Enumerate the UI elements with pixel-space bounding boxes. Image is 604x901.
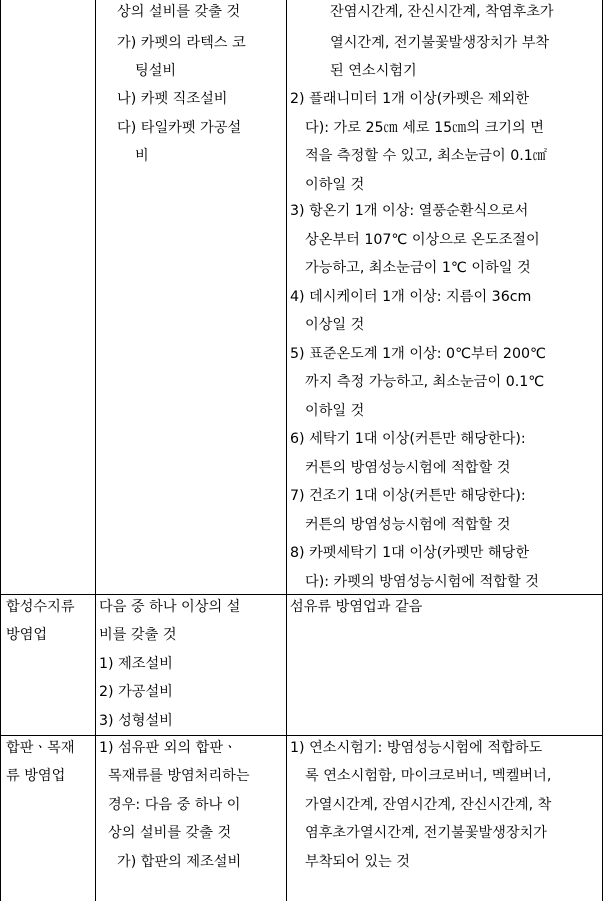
equipment-text-line: 5) 표준온도계 1개 이상: 0℃부터 200℃	[290, 346, 546, 362]
equipment-text-line: 8) 카펫세탁기 1대 이상(카펫만 해당한	[290, 545, 530, 561]
equipment-text-line: 2) 플래니미터 1개 이상(카펫은 제외한	[290, 91, 530, 107]
facility-text-line: 2) 가공설비	[99, 684, 173, 700]
column-divider-1	[95, 0, 96, 901]
table-border-left	[0, 0, 1, 901]
category-synthetic-line-1: 합성수지류	[6, 599, 75, 615]
facility-text-line: 상의 설비를 갖출 것	[108, 825, 232, 841]
equipment-text-line: 상온부터 107℃ 이상으로 온도조절이	[305, 232, 540, 248]
facility-text-line: 목재류를 방염처리하는	[108, 768, 250, 784]
equipment-text-line: 7) 건조기 1대 이상(커튼만 해당한다):	[290, 488, 526, 504]
facility-text-line: 1) 섬유판 외의 합판ㆍ	[99, 740, 237, 756]
category-synthetic-line-2: 방염업	[6, 627, 48, 643]
row-divider-2	[0, 735, 603, 736]
facility-text-line: 1) 제조설비	[99, 656, 173, 672]
category-plywood-line-2: 류 방염업	[6, 768, 66, 784]
equipment-text-line: 섬유류 방염업과 같음	[290, 599, 423, 615]
equipment-text-line: 가열시간계, 잔염시간계, 잔신시간계, 착	[305, 797, 552, 813]
facility-text-line: 비	[135, 148, 149, 164]
facility-text-line: 비를 갖출 것	[99, 627, 177, 643]
equipment-text-line: 1) 연소시험기: 방염성능시험에 적합하도	[290, 740, 543, 756]
equipment-text-line: 6) 세탁기 1대 이상(커튼만 해당한다):	[290, 431, 526, 447]
equipment-text-line: 커튼의 방염성능시험에 적합할 것	[305, 517, 511, 533]
column-divider-2	[286, 0, 287, 901]
category-plywood-line-1: 합판ㆍ목재	[6, 740, 75, 756]
equipment-text-line: 부착되어 있는 것	[305, 854, 410, 870]
equipment-text-line: 이하일 것	[305, 403, 365, 419]
equipment-text-line: 까지 측정 가능하고, 최소눈금이 0.1℃	[305, 374, 545, 390]
equipment-text-line: 이상일 것	[305, 317, 365, 333]
equipment-text-line: 다): 가로 25㎝ 세로 15㎝의 크기의 면	[305, 120, 544, 136]
equipment-text-line: 적을 측정할 수 있고, 최소눈금이 0.1㎠	[305, 148, 547, 164]
facility-text-line: 다음 중 하나 이상의 설	[99, 599, 241, 615]
row-divider-1	[0, 594, 603, 595]
equipment-text-line: 된 연소시험기	[330, 63, 417, 79]
table-border-right	[602, 0, 603, 901]
facility-text-line: 경우: 다음 중 하나 이	[108, 797, 241, 813]
facility-text-line: 3) 성형설비	[99, 713, 173, 729]
facility-text-line: 다) 타일카펫 가공설	[117, 120, 242, 136]
equipment-text-line: 4) 데시케이터 1개 이상: 지름이 36cm	[290, 289, 532, 305]
equipment-text-line: 열시간계, 전기불꽃발생장치가 부착	[330, 35, 550, 51]
equipment-text-line: 가능하고, 최소눈금이 1℃ 이하일 것	[305, 260, 531, 276]
equipment-text-line: 잔염시간계, 잔신시간계, 착염후초가	[330, 4, 554, 20]
facility-text-line: 가) 합판의 제조설비	[117, 854, 242, 870]
facility-text-line: 팅설비	[135, 63, 177, 79]
equipment-text-line: 염후초가열시간계, 전기불꽃발생장치가	[305, 825, 548, 841]
facility-text-line: 상의 설비를 갖출 것	[117, 4, 241, 20]
equipment-text-line: 커튼의 방염성능시험에 적합할 것	[305, 460, 511, 476]
facility-text-line: 가) 카펫의 라텍스 코	[117, 35, 246, 51]
equipment-text-line: 이하일 것	[305, 177, 365, 193]
equipment-text-line: 3) 항온기 1개 이상: 열풍순환식으로서	[290, 203, 529, 219]
equipment-text-line: 다): 카펫의 방염성능시험에 적합할 것	[305, 574, 539, 590]
equipment-text-line: 록 연소시험함, 마이크로버너, 멕켈버너,	[305, 768, 552, 784]
facility-text-line: 나) 카펫 직조설비	[117, 91, 228, 107]
